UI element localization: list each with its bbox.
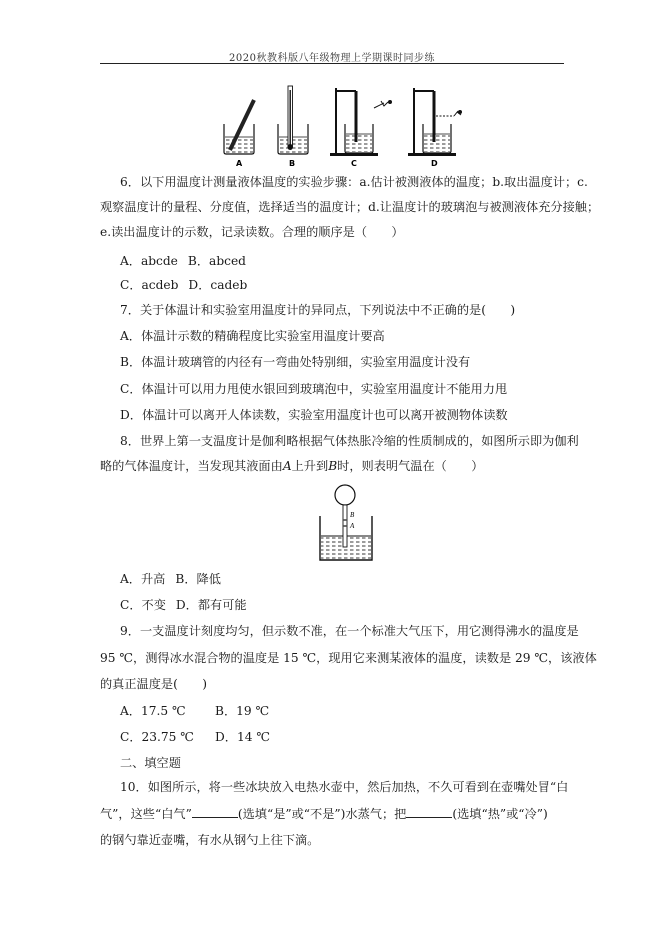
q8-stem-text-1: 略的气体温度计，当发现其液面由 [100, 459, 283, 473]
q6-option-d: D．cadeb [188, 278, 248, 292]
q10-answer-blank-2[interactable] [406, 806, 452, 818]
q8-option-d: D．都有可能 [175, 598, 247, 612]
q6-option-b: B．abced [187, 254, 246, 268]
q8-stem-line1: 8．世界上第一支温度计是伽利略根据气体热胀冷缩的性质制成的，如图所示即为伽利 [120, 434, 579, 448]
figure-label-a: A [236, 159, 243, 168]
q10-stem-text-2: (选填“是”或“不是”)水蒸气；把 [237, 807, 407, 821]
q6-option-a: A．abcde [120, 254, 178, 268]
q7-stem: 7．关于体温计和实验室用温度计的异同点，下列说法中不正确的是( ) [120, 303, 516, 317]
figure-a-beaker [224, 100, 254, 154]
q9-option-d: D．14 ℃ [215, 730, 270, 744]
q10-stem-text-1: 气”，这些“白气” [100, 807, 192, 821]
q9-option-c: C．23.75 ℃ [120, 730, 194, 744]
page-header: 2020秋教科版八年级物理上学期课时同步练 [229, 53, 435, 64]
q9-options-row2 [120, 729, 270, 745]
q9-options-row1 [120, 703, 269, 719]
figure-b-beaker [278, 86, 308, 154]
q6-stem-line2: 观察温度计的量程、分度值，选择适当的温度计；d.让温度计的玻璃泡与被测液体充分接触； [100, 200, 600, 214]
q8-option-c: C．不变 [120, 598, 166, 612]
figure-label-c: C [351, 159, 357, 168]
q8-var-a: A [282, 459, 292, 473]
q6-options-row2 [120, 277, 247, 293]
q10-stem-line1: 10．如图所示，将一些冰块放入电热水壶中，然后加热，不久可看到在壶嘴处冒“白 [120, 780, 569, 794]
figure-c-stand-beaker [330, 88, 392, 156]
q7-option-b: B．体温计玻璃管的内径有一弯曲处特别细，实验室用温度计没有 [120, 355, 471, 369]
q10-stem-text-3: (选填“热”或“冷”) [452, 807, 548, 821]
q8-options-row1 [120, 571, 221, 587]
q8-figure-label-a: A [350, 522, 355, 530]
q7-option-c: C．体温计可以用力甩使水银回到玻璃泡中，实验室用温度计不能用力甩 [120, 382, 508, 396]
q9-option-b: B．19 ℃ [215, 704, 270, 718]
q10-stem-line3: 的钢勺靠近壶嘴，有水从钢勺上往下滴。 [100, 833, 320, 847]
q8-stem-text-3: 时，则表明气温在（ ） [337, 459, 484, 473]
q8-figure-label-b: B [350, 511, 355, 519]
q9-option-a: A．17.5 ℃ [120, 704, 186, 718]
section-title-fill-in: 二、填空题 [120, 756, 181, 770]
q10-answer-blank-1[interactable] [192, 806, 238, 818]
q8-option-b: B．降低 [175, 572, 221, 586]
q7-option-d: D．体温计可以离开人体读数，实验室用温度计也可以离开被测物体读数 [120, 408, 508, 422]
header-rule [100, 63, 564, 64]
q8-option-a: A．升高 [120, 572, 166, 586]
q6-stem-line1: 6．以下用温度计测量液体温度的实验步骤：a.估计被测液体的温度；b.取出温度计；c. [120, 175, 588, 189]
q8-stem-line2 [100, 458, 483, 474]
q8-options-row2 [120, 597, 247, 613]
q9-stem-line3: 的真正温度是( ) [100, 677, 208, 691]
galileo-thermometer-figure [314, 480, 380, 564]
q9-stem-line1: 9．一支温度计刻度均匀，但示数不准，在一个标准大气压下，用它测得沸水的温度是 [120, 624, 579, 638]
q6-stem-line3: e.读出温度计的示数，记录读数。合理的顺序是（ ） [100, 225, 404, 239]
q6-options-row1 [120, 253, 246, 269]
q7-option-a: A．体温计示数的精确程度比实验室用温度计要高 [120, 329, 385, 343]
figure-label-d: D [431, 159, 438, 168]
q10-stem-line2 [100, 806, 548, 822]
figure-label-b: B [289, 159, 296, 168]
q8-var-b: B [328, 459, 338, 473]
q8-stem-text-2: 上升到 [291, 459, 329, 473]
thermometer-usage-figure [214, 82, 464, 172]
figure-d-stand-beaker [408, 88, 462, 156]
q9-stem-line2: 95 ℃，测得冰水混合物的温度是 15 ℃，现用它来测某液体的温度，读数是 29 ℃，该液体 [100, 651, 597, 665]
q6-option-c: C．acdeb [120, 278, 179, 292]
